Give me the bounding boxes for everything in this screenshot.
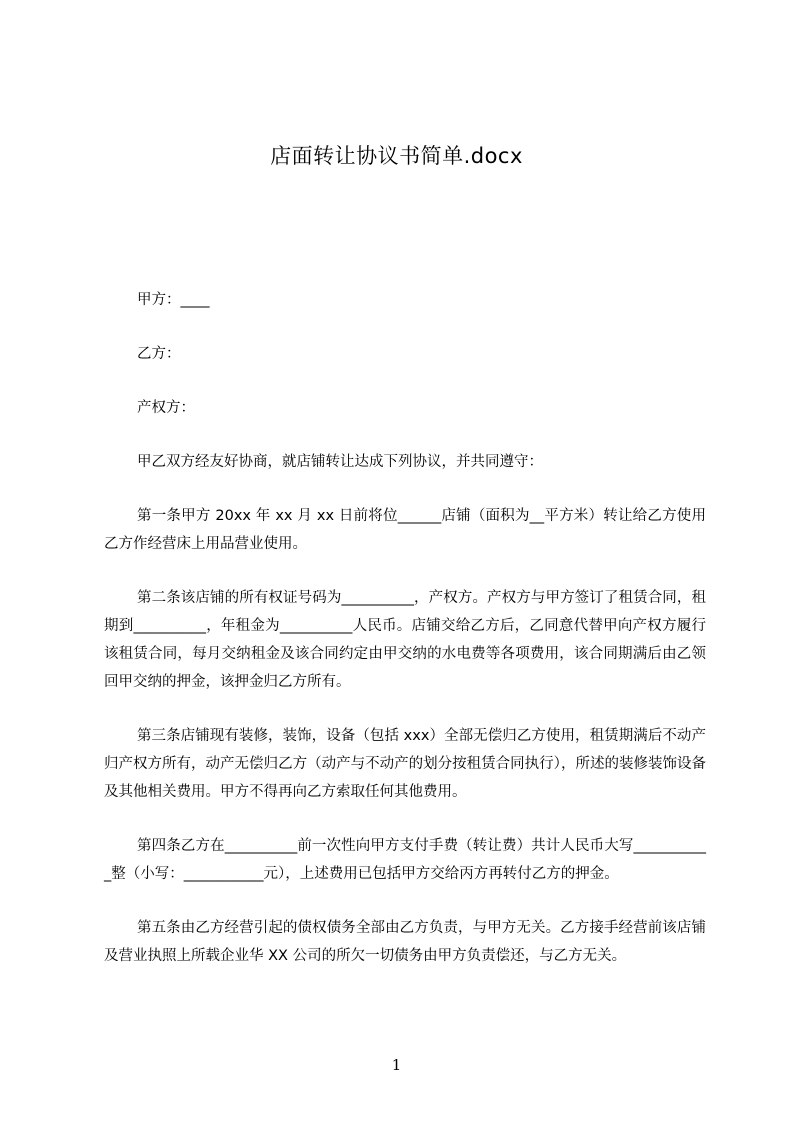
party-b-line: 乙方：: [137, 346, 181, 362]
document-body: [104, 286, 706, 996]
property-owner-line: 产权方：: [137, 400, 195, 416]
preamble-paragraph: 甲乙双方经友好协商，就店铺转让达成下列协议，并共同遵守：: [137, 454, 543, 470]
article-5-paragraph: 第五条由乙方经营引起的债权债务全部由乙方负责，与甲方无关。乙方接手经营前该店铺及营业执照上所载企业华 XX 公司的所欠一切债务由甲方负责偿还，与乙方无关。: [104, 920, 706, 964]
article-2-paragraph: 第二条该店铺的所有权证号码为__________，产权方。产权方与甲方签订了租赁合同，租期到__________，年租金为__________人民币。店铺交给乙方后，乙同意代替甲向产权方履行该租赁合同，每月交纳租金及该合同约定由甲交纳的水电费等各项费用，该合同期满后由乙领回甲交纳的押金，该押金归乙方所有。: [104, 590, 706, 690]
document-title: 店面转让协议书简单.docx: [270, 144, 523, 168]
article-4-paragraph: 第四条乙方在__________前一次性向甲方支付手费（转让费）共计人民币大写___________整（小写：___________元），上述费用已包括甲方交给丙方再转付乙方的押金。: [104, 838, 706, 882]
article-1-paragraph: 第一条甲方 20xx 年 xx 月 xx 日前将位______店铺（面积为__平方米）转让给乙方使用乙方作经营床上用品营业使用。: [104, 508, 706, 552]
article-3-paragraph: 第三条店铺现有装修，装饰，设备（包括 xxx）全部无偿归乙方使用，租赁期满后不动产归产权方所有，动产无偿归乙方（动产与不动产的划分按租赁合同执行），所述的装修装饰设备及其他相关费用。甲方不得再向乙方索取任何其他费用。: [104, 728, 706, 800]
page-number: 1: [391, 1056, 402, 1074]
party-a-line: 甲方：____: [137, 292, 210, 308]
